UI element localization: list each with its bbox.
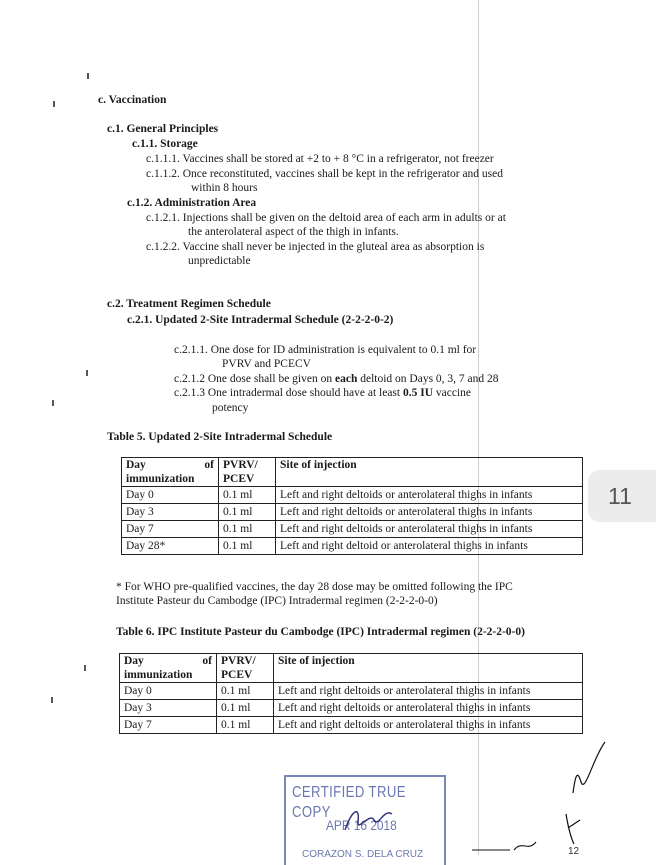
item-number: c.1.2.1.: [146, 212, 180, 224]
list-item: [174, 343, 476, 357]
site-cell: Left and right deltoids or anterolateral thighs in infants: [274, 683, 583, 700]
day-cell: Day 0: [120, 683, 217, 700]
scan-speck: [51, 697, 53, 703]
item-number: c.1.2.2.: [146, 241, 180, 253]
stamp-title: CERTIFIED TRUE COPY: [292, 784, 406, 821]
item-number: c.2.1.1.: [174, 344, 208, 356]
table-row: [122, 538, 583, 555]
handwritten-scribble: [470, 832, 550, 854]
scan-speck: [84, 665, 86, 671]
item-continuation: potency: [212, 402, 249, 414]
site-column-header: Site of injection: [276, 458, 583, 487]
table-row: [122, 521, 583, 538]
table-row: [120, 717, 583, 734]
footnote-line: * For WHO pre-qualified vaccines, the day 28 dose may be omitted following the IPC: [116, 581, 513, 593]
item-text: One dose shall be given on: [207, 373, 333, 385]
table-header-row: [120, 654, 583, 683]
stamp-name: CORAZON S. DELA CRUZ: [302, 849, 424, 860]
section-title: c. Vaccination: [98, 94, 167, 106]
item-emphasis: each: [334, 373, 358, 385]
vaccine-column-header: PVRV/ PCEV: [217, 654, 274, 683]
day-cell: Day 3: [120, 700, 217, 717]
scan-speck: [53, 101, 55, 107]
treatment-regimen-heading: c.2. Treatment Regimen Schedule: [107, 298, 271, 310]
item-text: Vaccines shall be stored at +2 to + 8 °C in a refrigerator, not freezer: [182, 153, 494, 165]
list-item: [174, 386, 471, 400]
dose-cell: 0.1 ml: [219, 504, 276, 521]
table6: [119, 653, 583, 734]
day-cell: Day 7: [120, 717, 217, 734]
item-continuation: within 8 hours: [191, 182, 258, 194]
site-column-header: Site of injection: [274, 654, 583, 683]
item-text: vaccine: [435, 387, 472, 399]
signature-scribble: [340, 800, 400, 840]
table-header-row: [122, 458, 583, 487]
list-item: [146, 167, 503, 181]
item-text: One intradermal dose should have at least: [207, 387, 401, 399]
site-cell: Left and right deltoids or anterolateral thighs in infants: [276, 521, 583, 538]
schedule-subheading: c.2.1. Updated 2-Site Intradermal Schedule (2-2-2-0-2): [127, 314, 394, 326]
item-text: One dose for ID administration is equivalent to 0.1 ml for: [210, 344, 477, 356]
dose-cell: 0.1 ml: [219, 538, 276, 555]
site-cell: Left and right deltoids or anterolateral thighs in infants: [274, 717, 583, 734]
general-principles-heading: c.1. General Principles: [107, 123, 219, 135]
dose-cell: 0.1 ml: [219, 521, 276, 538]
page-indicator-badge: 11: [588, 470, 656, 522]
handwritten-initial: [565, 738, 615, 798]
dose-cell: 0.1 ml: [217, 683, 274, 700]
footnote-line: Institute Pasteur du Cambodge (IPC) Intradermal regimen (2-2-2-0-0): [116, 595, 438, 607]
dose-cell: 0.1 ml: [217, 717, 274, 734]
table-row: [120, 700, 583, 717]
item-text: Once reconstituted, vaccines shall be kept in the refrigerator and used: [182, 168, 504, 180]
item-emphasis: 0.5 IU: [402, 387, 434, 399]
day-cell: Day 28*: [122, 538, 219, 555]
day-cell: Day 0: [122, 487, 219, 504]
item-continuation: PVRV and PCECV: [222, 358, 311, 370]
list-item: [146, 152, 494, 166]
table6-caption: Table 6. IPC Institute Pasteur du Cambodge (IPC) Intradermal regimen (2-2-2-0-0): [116, 626, 525, 638]
site-cell: Left and right deltoids or anterolateral thighs in infants: [276, 504, 583, 521]
table-row: [122, 487, 583, 504]
scan-speck: [52, 400, 54, 406]
item-number: c.1.1.1.: [146, 153, 180, 165]
table-row: [122, 504, 583, 521]
item-number: c.1.1.2.: [146, 168, 180, 180]
table5-caption: Table 5. Updated 2-Site Intradermal Schedule: [107, 431, 333, 443]
day-column-header: Day of immunization: [120, 654, 217, 683]
site-cell: Left and right deltoids or anterolateral thighs in infants: [274, 700, 583, 717]
item-number: c.2.1.2: [174, 373, 205, 385]
list-item: [146, 240, 484, 254]
day-cell: Day 3: [122, 504, 219, 521]
table5: [121, 457, 583, 555]
day-cell: Day 7: [122, 521, 219, 538]
site-cell: Left and right deltoid or anterolateral thighs in infants: [276, 538, 583, 555]
storage-heading: c.1.1. Storage: [132, 138, 198, 150]
item-continuation: the anterolateral aspect of the thigh in infants.: [188, 226, 399, 238]
handwritten-mark: [560, 810, 590, 850]
list-item: [146, 211, 506, 225]
scan-speck: [87, 73, 89, 79]
page-number: 12: [568, 846, 580, 857]
stamp-date: APR 16 2018: [326, 817, 397, 833]
administration-heading: c.1.2. Administration Area: [127, 197, 257, 209]
table-row: [120, 683, 583, 700]
dose-cell: 0.1 ml: [219, 487, 276, 504]
site-cell: Left and right deltoids or anterolateral thighs in infants: [276, 487, 583, 504]
item-text: Injections shall be given on the deltoid area of each arm in adults or at: [182, 212, 506, 224]
day-column-header: Day of immunization: [122, 458, 219, 487]
item-text: Vaccine shall never be injected in the gluteal area as absorption is: [182, 241, 485, 253]
item-text: deltoid on Days 0, 3, 7 and 28: [360, 373, 499, 385]
item-continuation: unpredictable: [188, 255, 251, 267]
scan-speck: [86, 370, 88, 376]
dose-cell: 0.1 ml: [217, 700, 274, 717]
item-number: c.2.1.3: [174, 387, 205, 399]
list-item: [174, 372, 499, 386]
vaccine-column-header: PVRV/ PCEV: [219, 458, 276, 487]
